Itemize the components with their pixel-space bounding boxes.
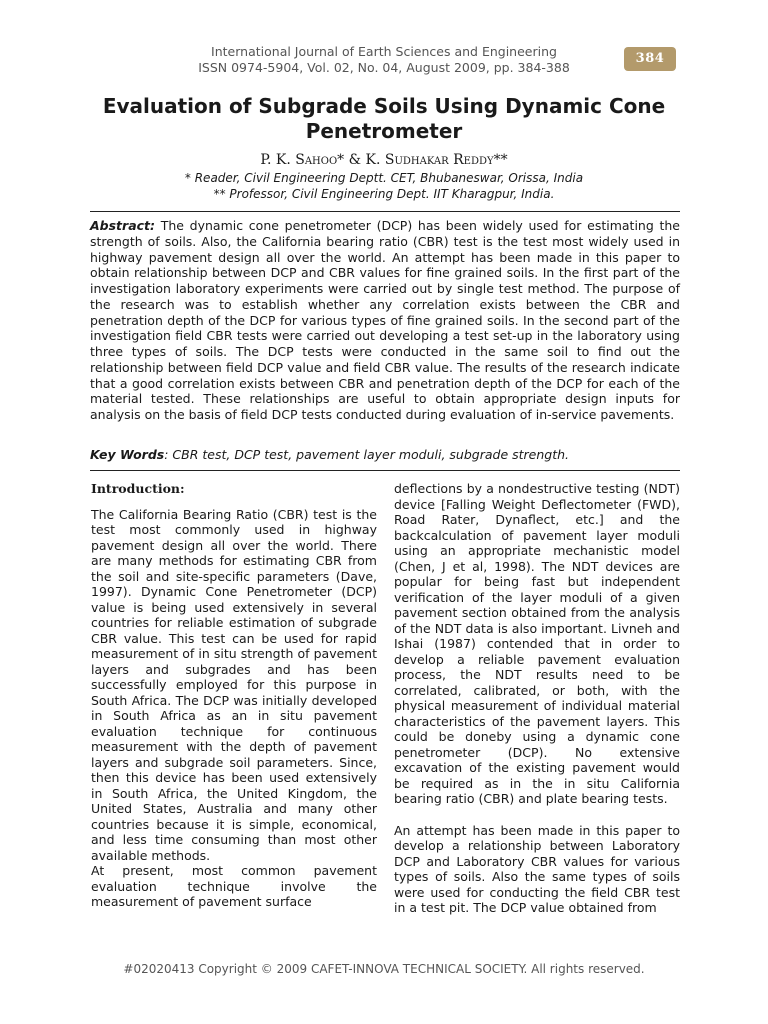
affiliations [80, 170, 688, 202]
left-paragraph: The California Bearing Ratio (CBR) test is the test most commonly used in highway pavement design all over the world. There are many methods for estimating CBR from the soil and site-specific parameters (Dave, 1997). Dynamic Cone Penetrometer (DCP) value is being used extensively in several countries for reliable estimation of subgrade CBR value. This test can be used for rapid measurement of in situ strength of pavement layers and subgrades and has been successfully employed for this purpose in South Africa. The DCP was initially developed in South Africa as an in situ pavement evaluation technique for continuous measurement with the depth of pavement layers and subgrade soil parameters. Since, then this device has been used extensively in South Africa, the United Kingdom, the United States, Australia and many other countries because it is simple, economical, and less time consuming than most other available methods. [91, 506, 377, 863]
right-paragraph: deflections by a nondestructive testing (NDT) device [Falling Weight Deflectometer (FWD), Road Rater, Dynaflect, etc.] and the backcalculation of pavement layer moduli using an appropriate mechanistic model (Chen, J et al, 1998). The NDT devices are popular for being fast but independent verification of the layer moduli of a given pavement section obtained from the analysis of the NDT data is also important. Livneh and Ishai (1987) contended that in order to develop a reliable pavement evaluation process, the NDT results need to be correlated, calibrated, or both, with the physical measurement of individual material characteristics of the pavement layers. This could be doneby using a dynamic cone penetrometer (DCP). No extensive excavation of the existing pavement would be required as in the in situ California bearing ratio (CBR) and plate bearing tests. [394, 481, 680, 806]
left-paragraph: At present, most common pavement evaluation technique involve the measurement of pavement surface [91, 863, 377, 909]
journal-name: International Journal of Earth Sciences and Engineering [211, 44, 557, 59]
paper-title: Evaluation of Subgrade Soils Using Dynamic Cone Penetrometer [102, 94, 666, 143]
right-paragraph: An attempt has been made in this paper to develop a relationship between Laboratory DCP and Laboratory CBR values for various types of soils. Also the same types of soils were used for conducting the field CBR test in a test pit. The DCP value obtained from [394, 822, 680, 915]
top-divider [90, 211, 680, 212]
keywords-text: : CBR test, DCP test, pavement layer moduli, subgrade strength. [164, 447, 570, 462]
abstract-text: The dynamic cone penetrometer (DCP) has been widely used for estimating the strength of soils. Also, the California bearing ratio (CBR) test is the test most widely used in highway pavement design all over the world. An attempt has been made in this paper to obtain relationship between DCP and CBR values for fine grained soils. In the first part of the investigation laboratory experiments were carried out by single test method. The purpose of the research was to establish whether any correlation exists between the CBR and penetration depth of the DCP for various types of fine grained soils. In the second part of the investigation field CBR tests were carried out developing a test set-up in the laboratory using three types of soils. The DCP tests were conducted in the same soil to find out the relationship between field DCP value and field CBR value. The results of the research indicate that a good correlation exists between CBR and penetration depth of the DCP for each of the material tested. These relationships are useful to obtain appropriate design inputs for analysis on the basis of field DCP tests conducted during evaluation of in-service pavements. [90, 218, 680, 422]
paper-authors [80, 152, 688, 168]
keywords [90, 447, 680, 463]
right-column [394, 481, 680, 916]
affiliation-2: ** Professor, Civil Engineering Dept. IIT Kharagpur, India. [213, 187, 555, 201]
authors-text: P. K. Sahoo* & K. Sudhakar Reddy** [260, 152, 508, 168]
abstract [90, 218, 680, 423]
copyright-footer: #02020413 Copyright © 2009 CAFET-INNOVA TECHNICAL SOCIETY. All rights reserved. [123, 962, 645, 976]
left-column [91, 481, 377, 910]
page-number-badge: 384 [624, 47, 676, 71]
abstract-label: Abstract: [90, 218, 156, 233]
journal-header [150, 44, 618, 76]
intro-heading: Introduction: [91, 481, 185, 496]
journal-issn: ISSN 0974-5904, Vol. 02, No. 04, August 2009, pp. 384-388 [198, 60, 570, 75]
affiliation-1: * Reader, Civil Engineering Deptt. CET, Bhubaneswar, Orissa, India [184, 171, 584, 185]
abstract-divider [90, 470, 680, 471]
keywords-label: Key Words [90, 447, 165, 462]
